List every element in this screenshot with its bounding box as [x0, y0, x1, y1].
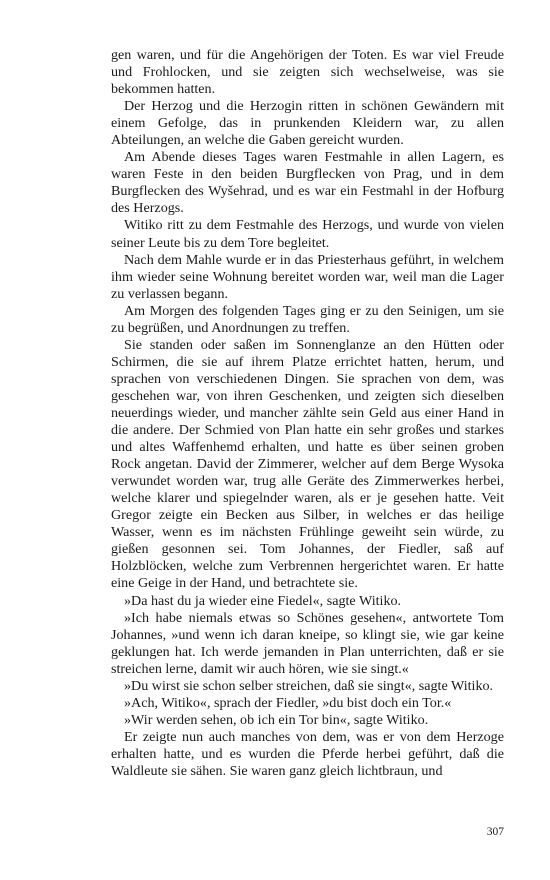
paragraph: Der Herzog und die Herzogin ritten in schönen Gewändern mit einem Gefolge, das in prunkenden Kleidern war, zu allen Abteilungen, an welche die Gaben gereicht wurden. — [111, 98, 504, 149]
dialogue-paragraph: »Da hast du ja wieder eine Fiedel«, sagte Witiko. — [124, 592, 402, 609]
paragraph: Witiko ritt zu dem Festmahle des Herzogs, und wurde von vielen seiner Leute bis zu dem Tore begleitet. — [111, 217, 504, 251]
dialogue-paragraph: »Du wirst sie schon selber streichen, daß sie singt«, sagte Witiko. — [124, 677, 494, 694]
dialogue-paragraph: »Ich habe niemals etwas so Schönes gesehen«, antwortete Tom Johannes, »und wenn ich daran kneipe, so klingt sie, wie gar keine geklungen hat. Ich werde jemanden in Plan unterrichten, daß er sie streichen lerne, damit wir auch hören, wie sie singt.« — [111, 609, 504, 677]
paragraph: Am Abende dieses Tages waren Festmahle in allen Lagern, es waren Feste in den beiden Burgflecken von Prag, und in dem Burgflecken des Wyšehrad, und es war ein Festmahl in der Hofburg des Herzogs. — [111, 149, 504, 217]
paragraph: Er zeigte nun auch manches von dem, was er von dem Herzoge erhalten hatte, und es wurden die Pferde herbei geführt, daß die Waldleute sie sähen. Sie waren ganz gleich lichtbraun, und — [111, 728, 504, 779]
paragraph: Nach dem Mahle wurde er in das Priesterhaus geführt, in welchem ihm wieder seine Wohnung bereitet worden war, weil man die Lager zu verlassen begann. — [111, 251, 504, 302]
paragraph: Am Morgen des folgenden Tages ging er zu den Seinigen, um sie zu begrüßen, und Anordnungen zu treffen. — [111, 302, 504, 336]
dialogue-paragraph: »Wir werden sehen, ob ich ein Tor bin«, sagte Witiko. — [124, 711, 429, 728]
page-number: 307 — [486, 826, 504, 838]
paragraph-continued: gen waren, und für die Angehörigen der Toten. Es war viel Freude und Frohlocken, und sie zeigten sich wechselweise, was sie bekommen hatten. — [111, 47, 504, 98]
body-text — [111, 47, 504, 780]
dialogue-paragraph: »Ach, Witiko«, sprach der Fiedler, »du bist doch ein Tor.« — [124, 694, 452, 711]
paragraph: Sie standen oder saßen im Sonnenglanze an den Hütten oder Schirmen, die sie auf ihrem Platze errichtet hatten, herum, und sprachen von verschiedenen Dingen. Sie sprachen von dem, was geschehen war, von ihren Geschenken, und zeigten sich dieselben neuerdings wieder, und mancher zählte sein Geld aus einer Hand in die andere. Der Schmied von Plan hatte ein sehr großes und starkes und altes Waffenhemd erhalten, und hatte es über seinen groben Rock angetan. David der Zimmerer, welcher auf dem Berge Wysoka verwundet worden war, trug alle Geräte des Zimmerwerkes herbei, welche klarer und spiegelnder waren, als er je gesehen hatte. Veit Gregor zeigte ein Becken aus Silber, in welches er das heilige Wasser, wenn es im nächsten Frühlinge geweiht sein würde, zu gießen gesonnen sei. Tom Johannes, der Fiedler, saß auf Holzblöcken, welche zum Verbrennen hergerichtet waren. Er hatte eine Geige in der Hand, und betrachtete sie. — [111, 336, 504, 592]
